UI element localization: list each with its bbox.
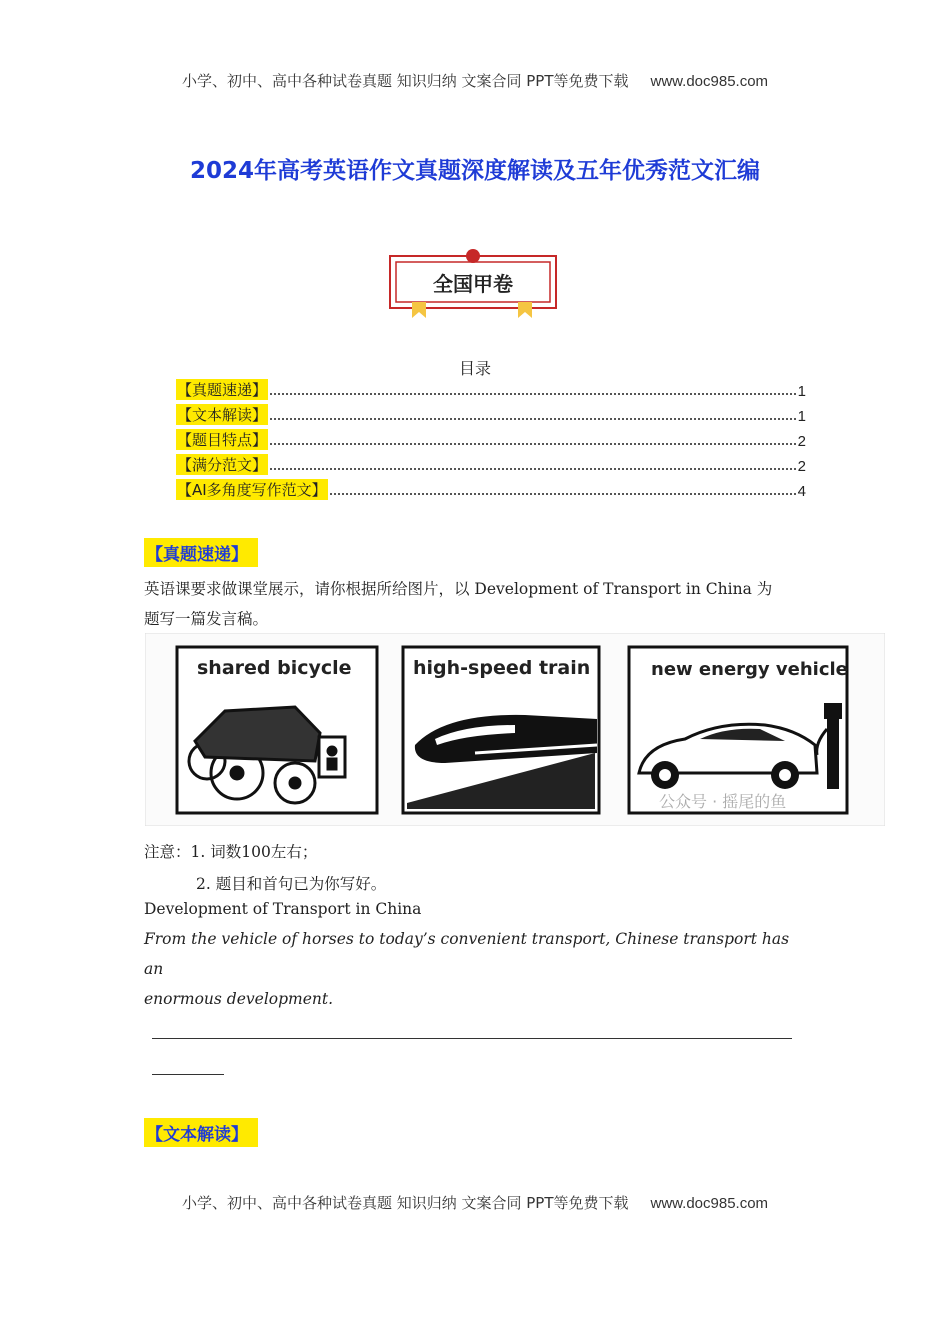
toc-dots: [270, 417, 796, 420]
note-line-1: [144, 840, 317, 862]
note-label: 注意：: [144, 843, 191, 861]
document-title: 2024年高考英语作文真题深度解读及五年优秀范文汇编: [189, 158, 760, 184]
page-header: [0, 70, 950, 91]
header-text: 小学、初中、高中各种试卷真题 知识归纳 文案合同 PPT等免费下载: [181, 72, 629, 90]
essay-title: Development of Transport in China: [144, 900, 422, 918]
toc-item-page: 2: [797, 458, 806, 475]
essay-line: From the vehicle of horses to today’s convenient transport, Chinese transport has an: [144, 930, 790, 978]
toc-dots: [270, 467, 796, 470]
essay-line: enormous development.: [144, 990, 334, 1008]
toc-title: 目录: [458, 359, 491, 378]
essay-first-sentence: [144, 924, 804, 1014]
panel-title-train: high-speed train: [413, 657, 591, 679]
toc-item-label: 【文本解读】: [177, 406, 268, 424]
toc-dots: [270, 442, 796, 445]
footer-url[interactable]: www.doc985.com: [650, 1195, 769, 1212]
section-heading-analysis: 【文本解读】: [144, 1118, 258, 1147]
page-footer: [0, 1192, 950, 1213]
answer-line[interactable]: [152, 1074, 224, 1075]
prompt-line: 题写一篇发言稿。: [144, 610, 269, 628]
note-item: 1. 词数100左右；: [190, 843, 318, 861]
toc-item-page: 1: [797, 408, 806, 425]
toc-item-label: 【满分范文】: [177, 456, 268, 474]
toc-item-page: 2: [797, 433, 806, 450]
exam-badge: [386, 246, 560, 318]
note-item: 2. 题目和首句已为你写好。: [196, 875, 387, 893]
toc-item[interactable]: [176, 453, 806, 475]
toc-item[interactable]: [176, 403, 806, 425]
badge-label: 全国甲卷: [433, 272, 513, 296]
answer-line[interactable]: [152, 1038, 792, 1039]
header-url[interactable]: www.doc985.com: [650, 73, 769, 90]
toc-item-label: 【AI多角度写作范文】: [177, 481, 327, 499]
panel-title-bicycle: shared bicycle: [197, 657, 352, 679]
toc-item[interactable]: [176, 378, 806, 400]
prompt-line: 英语课要求做课堂展示，请你根据所给图片，以 Development of Transport in China 为: [144, 580, 773, 598]
toc-item[interactable]: [176, 428, 806, 450]
section-heading-questions: 【真题速递】: [144, 538, 258, 567]
toc-item-page: 1: [797, 383, 806, 400]
transport-figure: [145, 633, 885, 826]
toc-item-label: 【题目特点】: [177, 431, 268, 449]
toc-dots: [270, 392, 796, 395]
toc-item-page: 4: [797, 483, 806, 500]
toc-item-label: 【真题速递】: [177, 381, 268, 399]
toc-item[interactable]: [176, 478, 806, 500]
panel-title-ev: new energy vehicle: [651, 659, 848, 680]
toc-dots: [330, 492, 796, 495]
watermark-text: 公众号 · 摇尾的鱼: [659, 792, 787, 811]
prompt-text: [144, 574, 804, 634]
footer-text: 小学、初中、高中各种试卷真题 知识归纳 文案合同 PPT等免费下载: [181, 1194, 629, 1212]
